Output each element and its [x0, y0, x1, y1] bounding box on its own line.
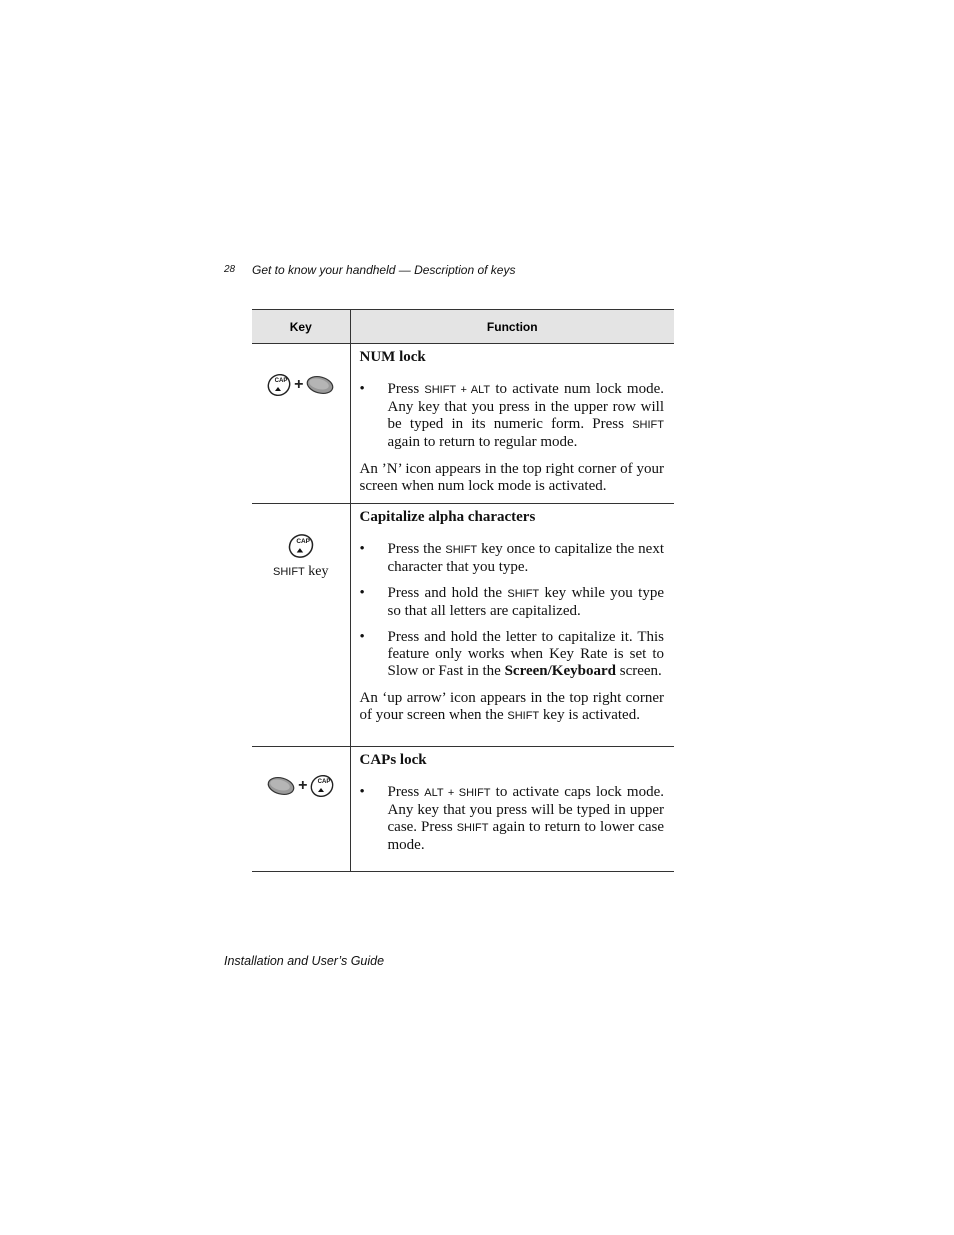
list-item: • Press and hold the letter to capitalize it. This feature only works when Key Rate is set to Slow or Fast in the Screen/Keyboard screen.	[360, 629, 665, 680]
bullet-list	[360, 541, 665, 680]
cap-shift-key-icon	[309, 773, 335, 799]
page-number: 28	[224, 264, 236, 275]
cap-shift-key-icon	[266, 372, 292, 398]
key-combo	[252, 372, 350, 398]
svg-text:CAP: CAP	[318, 779, 331, 785]
key-combo	[252, 773, 350, 799]
cap-shift-key-icon	[287, 532, 315, 560]
note-text: An ‘up arrow’ icon appears in the top right corner of your screen when the SHIFT key is activated.	[359, 690, 664, 723]
row-title: Capitalize alpha characters	[359, 509, 536, 525]
note-text: An ’N’ icon appears in the top right corner of your screen when num lock mode is activated.	[359, 461, 664, 494]
column-header-function: Function	[350, 310, 674, 344]
key-function-table	[252, 309, 674, 872]
list-item: • Press ALT + SHIFT to activate caps lock mode. Any key that you press will be typed in upper case. Press SHIFT again to return to lower case mode.	[360, 784, 665, 854]
function-cell	[350, 344, 674, 504]
running-head: Get to know your handheld — Description of keys	[252, 263, 516, 277]
svg-text:CAP: CAP	[274, 378, 288, 384]
key-cell	[252, 504, 350, 747]
key-cell	[252, 344, 350, 504]
list-item: • Press and hold the SHIFT key while you type so that all letters are capitalized.	[360, 585, 665, 620]
bullet-list	[360, 381, 665, 451]
list-item: • Press SHIFT + ALT to activate num lock mode. Any key that you press in the upper row will be typed in its numeric form. Press SHIFT again to return to regular mode.	[360, 381, 665, 451]
row-title: NUM lock	[359, 349, 426, 365]
function-cell	[350, 504, 674, 747]
table-header-row	[252, 310, 674, 344]
column-header-key: Key	[252, 310, 350, 344]
page-footer: Installation and User’s Guide	[224, 954, 385, 968]
key-label: SHIFT key	[273, 564, 329, 579]
key-combo	[252, 532, 350, 560]
function-cell	[350, 747, 674, 872]
plus-sign: +	[298, 777, 308, 794]
table-row	[252, 504, 674, 747]
row-title: CAPs lock	[359, 752, 427, 768]
svg-text:CAP: CAP	[296, 537, 310, 545]
key-cell	[252, 747, 350, 872]
alt-key-icon	[266, 775, 296, 797]
plus-sign: +	[294, 376, 304, 393]
table-row	[252, 747, 674, 872]
alt-key-icon	[305, 374, 335, 396]
bullet-list	[360, 784, 665, 854]
table-row	[252, 344, 674, 504]
list-item: • Press the SHIFT key once to capitalize the next character that you type.	[360, 541, 665, 576]
